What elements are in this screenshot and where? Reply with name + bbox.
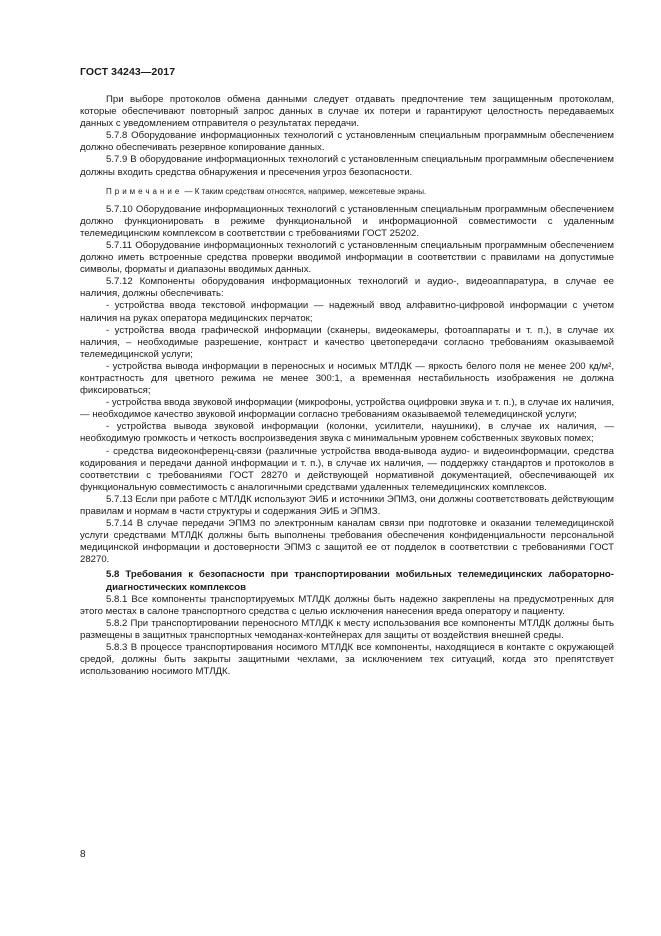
document-header: ГОСТ 34243—2017 — [80, 66, 176, 78]
list-item: - устройства ввода графической информации (сканеры, видеокамеры, фотоаппараты и т. п.), в случае их наличия, – необходимые разрешение, контраст и качество цветопередачи согласно требованиям оказываемой телемедицинской услуги; — [80, 324, 614, 360]
list-item: - устройства вывода информации в переносных и носимых МТЛДК — яркость белого поля не менее 200 кд/м², контрастность для цветного режима не менее 300:1, а временная нестабильность изображения не должна фиксироваться; — [80, 360, 614, 397]
paragraph: 5.7.13 Если при работе с МТЛДК используют ЭИБ и источники ЭПМЗ, они должны соответствовать действующим правилам и нормам в части структуры и содержания ЭИБ и ЭПМЗ. — [80, 493, 614, 517]
list-item: - устройства ввода звуковой информации (микрофоны, устройства оцифровки звука и т. п.), в случае их наличия, — необходимое качество звуковой информации согласно требованиям оказываемой телемедицинской услуги; — [80, 397, 614, 421]
paragraph: 5.8.1 Все компоненты транспортируемых МТЛДК должны быть надежно закреплены на предусмотренных для этого местах в салоне транспортного средства с целью исключения нанесения вреда оператору и пациенту. — [80, 593, 614, 617]
page-number: 8 — [80, 849, 86, 860]
paragraph: 5.7.14 В случае передачи ЭПМЗ по электронным каналам связи при подготовке и оказании телемедицинской услуги средствами МТЛДК должны быть выполнены требования обеспечения конфиденциальности персональной медицинской информации и достоверности ЭПМЗ с защитой ее от подделок в соответствии с требованиями ГОСТ 28270. — [80, 518, 614, 566]
document-body — [80, 94, 614, 678]
paragraph: 5.7.10 Оборудование информационных технологий с установленным специальным программным обеспечением должно функционировать в режиме функциональной и информационной совместимости с удаленным телемедицинским комплексом в соответствии с требованиями ГОСТ 25202. — [80, 203, 614, 239]
paragraph: 5.7.8 Оборудование информационных технологий с установленным специальным программным обеспечением должно обеспечивать резервное копирование данных. — [80, 130, 614, 154]
paragraph: 5.8.2 При транспортировании переносного МТЛДК к месту использования все компоненты МТЛДК должны быть размещены в защитных транспортных чемоданах-контейнерах для защиты от воздействия внешней среды. — [80, 617, 614, 641]
note-label: Примечание — [106, 186, 183, 196]
list-item: - устройства ввода текстовой информации — надежный ввод алфавитно-цифровой информации с учетом наличия на руках оператора медицинских перчаток; — [80, 300, 614, 324]
list-item: - средства видеоконференц-связи (различные устройства ввода-вывода аудио- и видеоинформации, средства кодирования и передачи данной информации и т. п.), в случае их наличия, — поддержку стандартов и протоколов в соответствии с требованиями ГОСТ 28270 и действующей нормативной документацией, обеспечивающей их функциональную совместимость с аналогичными средствами удаленных телемедицинских комплексов. — [80, 445, 614, 493]
paragraph: 5.7.9 В оборудование информационных технологий с установленным специальным программным обеспечением должны входить средства обнаружения и пресечения угроз безопасности. — [80, 154, 614, 178]
paragraph: 5.7.11 Оборудование информационных технологий с установленным специальным программным обеспечением должно иметь встроенные средства проверки вводимой информации в соответствии с правилами на допустимые символы, форматы и диапазоны вводимых данных. — [80, 239, 614, 276]
note-text: — К таким средствам относятся, например, межсетевые экраны. — [184, 186, 427, 196]
list-item: - устройства вывода звуковой информации (колонки, усилители, наушники), в случае их наличия, — необходимую громкость и четкость воспроизведения звука с минимальным уровнем собственных звуковых помех; — [80, 421, 614, 445]
paragraph: 5.7.12 Компоненты оборудования информационных технологий и аудио-, видеоаппаратура, в случае ее наличия, должны обеспечивать: — [80, 276, 614, 300]
section-heading: 5.8 Требования к безопасности при транспортировании мобильных телемедицинских лабораторно-диагностических комплексов — [106, 569, 614, 593]
paragraph: 5.8.3 В процессе транспортирования носимого МТЛДК все компоненты, находящиеся в контакте с окружающей средой, должны быть закрыты защитными чехлами, за исключением тех ситуаций, когда это препятствует использованию носимого МТЛДК. — [80, 642, 614, 678]
paragraph: При выборе протоколов обмена данными следует отдавать предпочтение тем защищенным протоколам, которые обеспечивают повторный запрос данных в случае их потери и гарантируют целостность передаваемых данных с уведомлением отправителя о результатах передачи. — [80, 94, 614, 130]
note — [80, 186, 614, 197]
